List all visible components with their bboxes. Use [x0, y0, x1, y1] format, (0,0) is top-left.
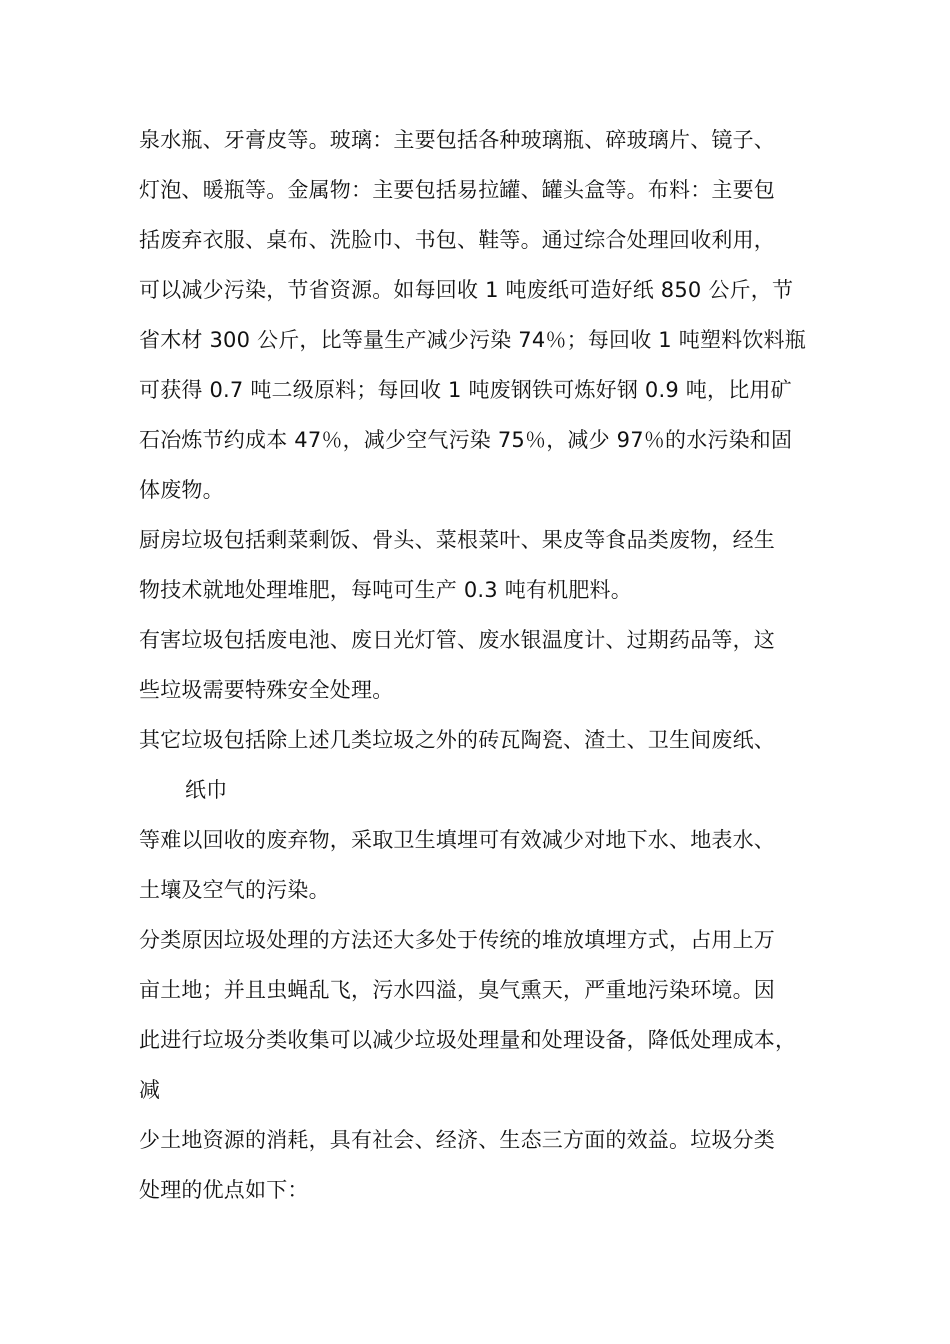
text-line: 减: [139, 1078, 161, 1102]
text-line: 可获得 0.7 吨二级原料；每回收 1 吨废钢铁可炼好钢 0.9 吨，比用矿: [139, 378, 792, 402]
text-line: 灯泡、暖瓶等。金属物：主要包括易拉罐、罐头盒等。布料：主要包: [139, 178, 775, 202]
text-line: 括废弃衣服、桌布、洗脸巾、书包、鞋等。通过综合处理回收利用，: [139, 228, 775, 252]
text-line: 土壤及空气的污染。: [139, 878, 330, 902]
text-line: 可以减少污染，节省资源。如每回收 1 吨废纸可造好纸 850 公斤，节: [139, 278, 794, 302]
text-line: 体废物。: [139, 478, 224, 502]
text-line: 此进行垃圾分类收集可以减少垃圾处理量和处理设备，降低处理成本，: [139, 1028, 797, 1052]
text-line: 省木材 300 公斤，比等量生产减少污染 74％；每回收 1 吨塑料饮料瓶: [139, 328, 806, 352]
text-line: 有害垃圾包括废电池、废日光灯管、废水银温度计、过期药品等，这: [139, 628, 775, 652]
text-line: 物技术就地处理堆肥，每吨可生产 0.3 吨有机肥料。: [139, 578, 632, 602]
text-line: 些垃圾需要特殊安全处理。: [139, 678, 394, 702]
text-line: 亩土地；并且虫蝇乱飞，污水四溢，臭气熏天，严重地污染环境。因: [139, 978, 775, 1002]
text-line: 处理的优点如下：: [139, 1178, 309, 1202]
text-line: 石冶炼节约成本 47％，减少空气污染 75％，减少 97％的水污染和固: [139, 428, 793, 452]
text-line: 其它垃圾包括除上述几类垃圾之外的砖瓦陶瓷、渣土、卫生间废纸、: [139, 728, 775, 752]
text-line: 等难以回收的废弃物，采取卫生填埋可有效减少对地下水、地表水、: [139, 828, 775, 852]
text-line: 少土地资源的消耗，具有社会、经济、生态三方面的效益。垃圾分类: [139, 1128, 775, 1152]
text-line: 分类原因垃圾处理的方法还大多处于传统的堆放填埋方式，占用上万: [139, 928, 775, 952]
text-line: 厨房垃圾包括剩菜剩饭、骨头、菜根菜叶、果皮等食品类废物，经生: [139, 528, 775, 552]
text-line: 泉水瓶、牙膏皮等。玻璃：主要包括各种玻璃瓶、碎玻璃片、镜子、: [139, 128, 775, 152]
text-line: 纸巾: [185, 778, 228, 802]
